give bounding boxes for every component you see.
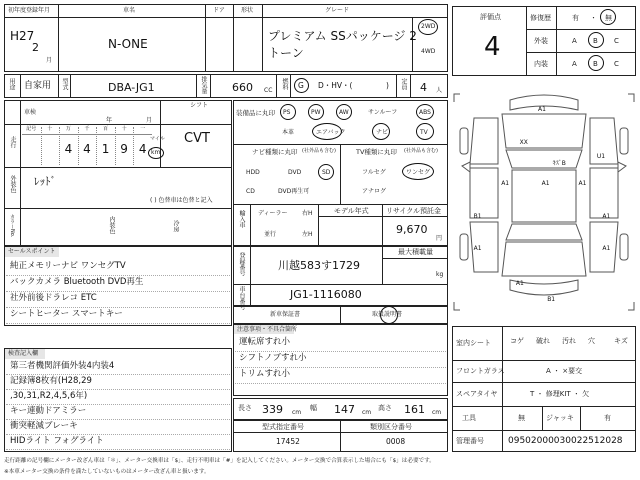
sales-point-item: 社外前後ドラレコ ETC [10, 293, 97, 303]
mileage-unit-km: km [151, 149, 161, 156]
navi-hdd: HDD [246, 169, 260, 176]
mileage-unit-label: 千 [84, 126, 90, 132]
mileage-digit: 4 [64, 142, 73, 156]
sales-points-label: セールスポイント [8, 248, 56, 255]
damage-mark: A1 [538, 106, 546, 114]
doc-warranty: 新車保証書 [270, 311, 301, 318]
mileage-grid [22, 127, 152, 165]
grade-line1: プレミアム SSパッケージ 2 [268, 29, 417, 43]
navi-types-hint: (社外品も含む) [302, 148, 336, 154]
mileage-unit-mile: マイル [150, 136, 165, 142]
navi-dvd: DVD [288, 169, 302, 176]
mileage-digit: 9 [120, 142, 128, 156]
inspection-entry-item: ,30,31,R2,4,5,6年) [10, 391, 88, 401]
interior-a: A [572, 60, 577, 68]
damage-mark: U1 [596, 152, 606, 160]
doc-manual: 取扱説明書 [372, 311, 403, 318]
damage-mark: ｷｽﾞB [552, 159, 566, 167]
color-note: ( ) 色替車は色替と記入 [150, 197, 213, 204]
grade-label: グレード [325, 7, 350, 14]
equip-tv: TV [420, 129, 428, 136]
cold-label: 冷房 [172, 220, 179, 232]
reg-year: H27 [10, 29, 35, 43]
type-label: 型式 [61, 78, 68, 90]
footer-line1: 走行距離の記号欄にメーター改ざん車は「＊」、メーター交換車は「$」、走行不明車は「#」を記入してください。メーター交換で合算表示した場合にも「$」は必要です。 [4, 458, 435, 464]
wear-label: 修復歴 [530, 14, 551, 22]
recycle-unit: 円 [436, 235, 443, 242]
interior-seat-label: 室内シート [456, 339, 491, 347]
length-label: 長さ [238, 404, 252, 412]
max-load-unit: kg [436, 271, 444, 278]
width-label: 幅 [310, 404, 317, 412]
reg-year-label: 初年度登録年月 [8, 7, 51, 14]
recycle-value: 9,670 [396, 223, 428, 236]
interior-label: 内装 [534, 60, 548, 68]
control-no-value: 09502000030022512028 [508, 436, 623, 446]
damage-mark: B1 [547, 296, 556, 304]
displacement-label: 排気量 [200, 76, 207, 94]
exterior-a: A [572, 37, 577, 45]
door-label: ドア [213, 7, 225, 14]
score-label: 評価点 [480, 13, 501, 21]
interior-seat-option: 穴 [588, 337, 595, 345]
interior-c: C [614, 60, 619, 68]
tools-value: 無 [518, 414, 525, 422]
wear-opt-no: 無 [605, 14, 612, 22]
capacity-unit: 人 [436, 87, 443, 94]
car-name-label: 車名 [123, 7, 136, 14]
inspector-note-item: 運転席すれ小 [239, 337, 291, 347]
car-outline [452, 88, 636, 320]
jack-label: ジャッキ [546, 414, 574, 422]
registration-label: 登録番号 [238, 252, 245, 276]
equip-sunroof: サンルーフ [368, 109, 398, 116]
length-value: 339 [262, 403, 283, 416]
type-value: DBA-JG1 [108, 81, 155, 94]
color-value: ﾚｯﾄﾞ [34, 175, 56, 188]
wear-opt-yes: 有 [572, 14, 579, 22]
mileage-unit-label: 百 [103, 126, 109, 132]
displacement-value: 660 [232, 81, 253, 94]
inspector-note-item-rule [235, 351, 446, 352]
spare-tire-options: T ・ 修理KIT ・ 欠 [530, 390, 590, 398]
capacity-label: 定員 [400, 78, 407, 90]
color-no-label: カラーNo. [9, 214, 15, 238]
import-left: 左H [302, 231, 313, 238]
inspector-notes-list [233, 334, 448, 396]
navi-dvd-play: DVD再生可 [278, 188, 310, 195]
tv-types-title: TV種類に丸印 [356, 148, 397, 156]
mileage-unit-label: 十 [121, 126, 127, 132]
middle-left-frame [4, 100, 232, 246]
equip-leather: 本革 [282, 129, 295, 136]
sales-point-item: 純正メモリーナビ ワンセグTV [10, 261, 126, 271]
damage-mark: A1 [602, 245, 611, 253]
damage-mark: B1 [473, 212, 482, 220]
inspection-entries-label: 検査記入欄 [8, 350, 39, 357]
recycle-label: リサイクル預託金 [386, 207, 442, 215]
inspector-note-item: トリムすれ小 [239, 369, 291, 379]
inspector-note-item-rule [235, 367, 446, 368]
damage-mark: A1 [515, 280, 524, 288]
tools-label: 工具 [462, 414, 476, 422]
inspection-entry-item: HIDライト フォグライト [10, 436, 104, 446]
damage-mark: XX [519, 138, 528, 146]
interior-seat-option: 汚れ [562, 337, 576, 345]
control-no-label: 管理番号 [456, 437, 484, 445]
height-unit: cm [432, 409, 442, 416]
sales-point-item-rule [6, 291, 230, 292]
length-unit: cm [292, 409, 302, 416]
shift-label: シフト [190, 102, 209, 109]
mileage-unit-label: 万 [65, 126, 71, 132]
mileage-cell-divider [41, 127, 42, 165]
score-value: 4 [484, 32, 501, 62]
reg-month: 2 [32, 41, 39, 54]
equipment-title: 装備品に丸印 [236, 109, 275, 117]
exterior-b: B [593, 37, 598, 45]
import-dealer: ディーラー [258, 210, 288, 217]
class-no-label: 類別区分番号 [370, 423, 412, 431]
damage-mark: A1 [501, 180, 510, 188]
width-value: 147 [334, 403, 355, 416]
sales-point-item-rule [6, 275, 230, 276]
navi-cd: CD [246, 188, 255, 195]
tv-oneseg: ワンセグ [406, 169, 431, 176]
fuel-close: ) [386, 81, 389, 90]
interior-seat-option: キズ [614, 337, 628, 345]
navi-types-title: ナビ種類に丸印 [252, 148, 298, 156]
equip-airbag: エアバック [316, 129, 346, 136]
reg-month-unit: 月 [46, 57, 53, 64]
import-right: 右H [302, 210, 313, 217]
inspection-entries-list [4, 360, 232, 452]
mileage-label: 走行 [9, 136, 16, 148]
interior-seat-option: コゲ [510, 337, 524, 345]
mileage-digit: 4 [83, 142, 91, 156]
shift-value: CVT [184, 131, 210, 146]
interior-seat-option: 破れ [536, 337, 550, 345]
sales-point-item-rule [6, 323, 230, 324]
navi-sd: SD [322, 169, 331, 176]
footer-line2: ※本車メーター交換の条件を満たしていないものはメーター改ざん車と扱います。 [4, 469, 210, 475]
height-label: 高さ [378, 404, 392, 412]
front-glass-options: A ・ ×要交 [546, 367, 583, 375]
equip-pw: PW [311, 109, 321, 116]
class-no-value: 0008 [386, 437, 406, 446]
chassis-label: 車台番号 [238, 286, 245, 310]
mileage-digit: 4 [138, 142, 147, 156]
mileage-unit-label: 一 [140, 126, 146, 132]
car-name: N-ONE [108, 37, 148, 51]
mileage-header-line [22, 134, 152, 135]
equip-aw: AW [339, 109, 349, 116]
inspection-entry-item-rule [6, 434, 230, 435]
use-label: 用途 [8, 78, 15, 90]
interior-color-label: 内装色 [108, 216, 115, 234]
tv-analog: アナログ [362, 188, 387, 195]
inspector-note-item: シフトノブすれ小 [239, 353, 307, 363]
displacement-unit: CC [264, 87, 273, 94]
drive-2wd: 2WD [421, 23, 436, 30]
sales-point-item: シートヒーター スマートキー [10, 309, 123, 319]
inspection-entry-item-rule [6, 374, 230, 375]
jack-value: 有 [604, 414, 611, 422]
tv-types-hint: (社外品も含む) [404, 148, 438, 154]
exterior-label: 外装 [534, 37, 548, 45]
mileage-unit-label: 記号 [26, 126, 37, 132]
spare-tire-label: スペアタイヤ [456, 390, 498, 398]
chassis-value: JG1-1116080 [290, 288, 362, 301]
import-label: 輸入車 [238, 210, 245, 228]
inspection-month: 月 [146, 117, 153, 124]
damage-mark: A1 [578, 180, 587, 188]
damage-mark: A1 [541, 180, 550, 188]
inspection-entry-item-rule [6, 449, 230, 450]
fuel-label: 燃料 [281, 78, 288, 90]
type-no-label: 型式指定番号 [262, 423, 304, 431]
damage-mark: A1 [602, 212, 611, 220]
capacity-value: 4 [420, 81, 427, 94]
import-parallel: 並行 [264, 231, 277, 238]
exterior-c: C [614, 37, 619, 45]
shape-label: 形状 [241, 7, 254, 14]
inspection-entry-item: 衝突軽減ブレーキ [10, 421, 78, 431]
height-value: 161 [404, 403, 425, 416]
mileage-unit-label: 十 [47, 126, 53, 132]
fuel-rest: D・HV・( [318, 81, 353, 90]
inspection-label: 車検 [24, 109, 37, 116]
car-damage-diagram [452, 88, 636, 320]
inspection-entry-item: キー連動ドアミラー [10, 406, 87, 416]
inspection-entry-item-rule [6, 404, 230, 405]
inspection-entry-item-rule [6, 419, 230, 420]
equip-navi: ナビ [376, 129, 389, 136]
tv-fullseg: フルセグ [362, 169, 386, 176]
drive-4wd: 4WD [421, 48, 436, 55]
sales-points-list [4, 258, 232, 326]
use-value: 自家用 [24, 81, 52, 91]
inspection-entry-item: 第三者機関評価外装4内装4 [10, 361, 115, 371]
equip-ps: PS [283, 109, 291, 116]
sales-point-item-rule [6, 307, 230, 308]
mileage-digit: 1 [101, 142, 110, 156]
wear-opt-dot: ・ [590, 14, 597, 22]
fuel-g: G [298, 81, 304, 90]
registration-value: 川越583す1729 [278, 259, 360, 272]
model-year-label: モデル年式 [334, 207, 369, 215]
damage-mark: A1 [473, 245, 482, 253]
interior-b: B [593, 60, 598, 68]
width-unit: cm [362, 409, 372, 416]
interior-seat-options [506, 338, 634, 350]
inspection-entry-item-rule [6, 389, 230, 390]
inspector-notes-label: 注意事項・不具合箇所 [237, 326, 298, 333]
type-no-value: 17452 [276, 437, 300, 446]
inspection-entry-item: 記録簿8枚有(H28,29 [10, 376, 92, 386]
sales-point-item: バックカメラ Bluetooth DVD再生 [10, 277, 144, 287]
grade-line2: トーン [268, 46, 304, 60]
max-load-label: 最大積載量 [398, 248, 433, 256]
inspector-note-item-rule [235, 383, 446, 384]
inspection-year: 年 [106, 117, 113, 124]
equip-abs: ABS [419, 109, 431, 116]
color-label: 外装色 [9, 175, 16, 193]
front-glass-label: フロントガラス [456, 367, 505, 375]
